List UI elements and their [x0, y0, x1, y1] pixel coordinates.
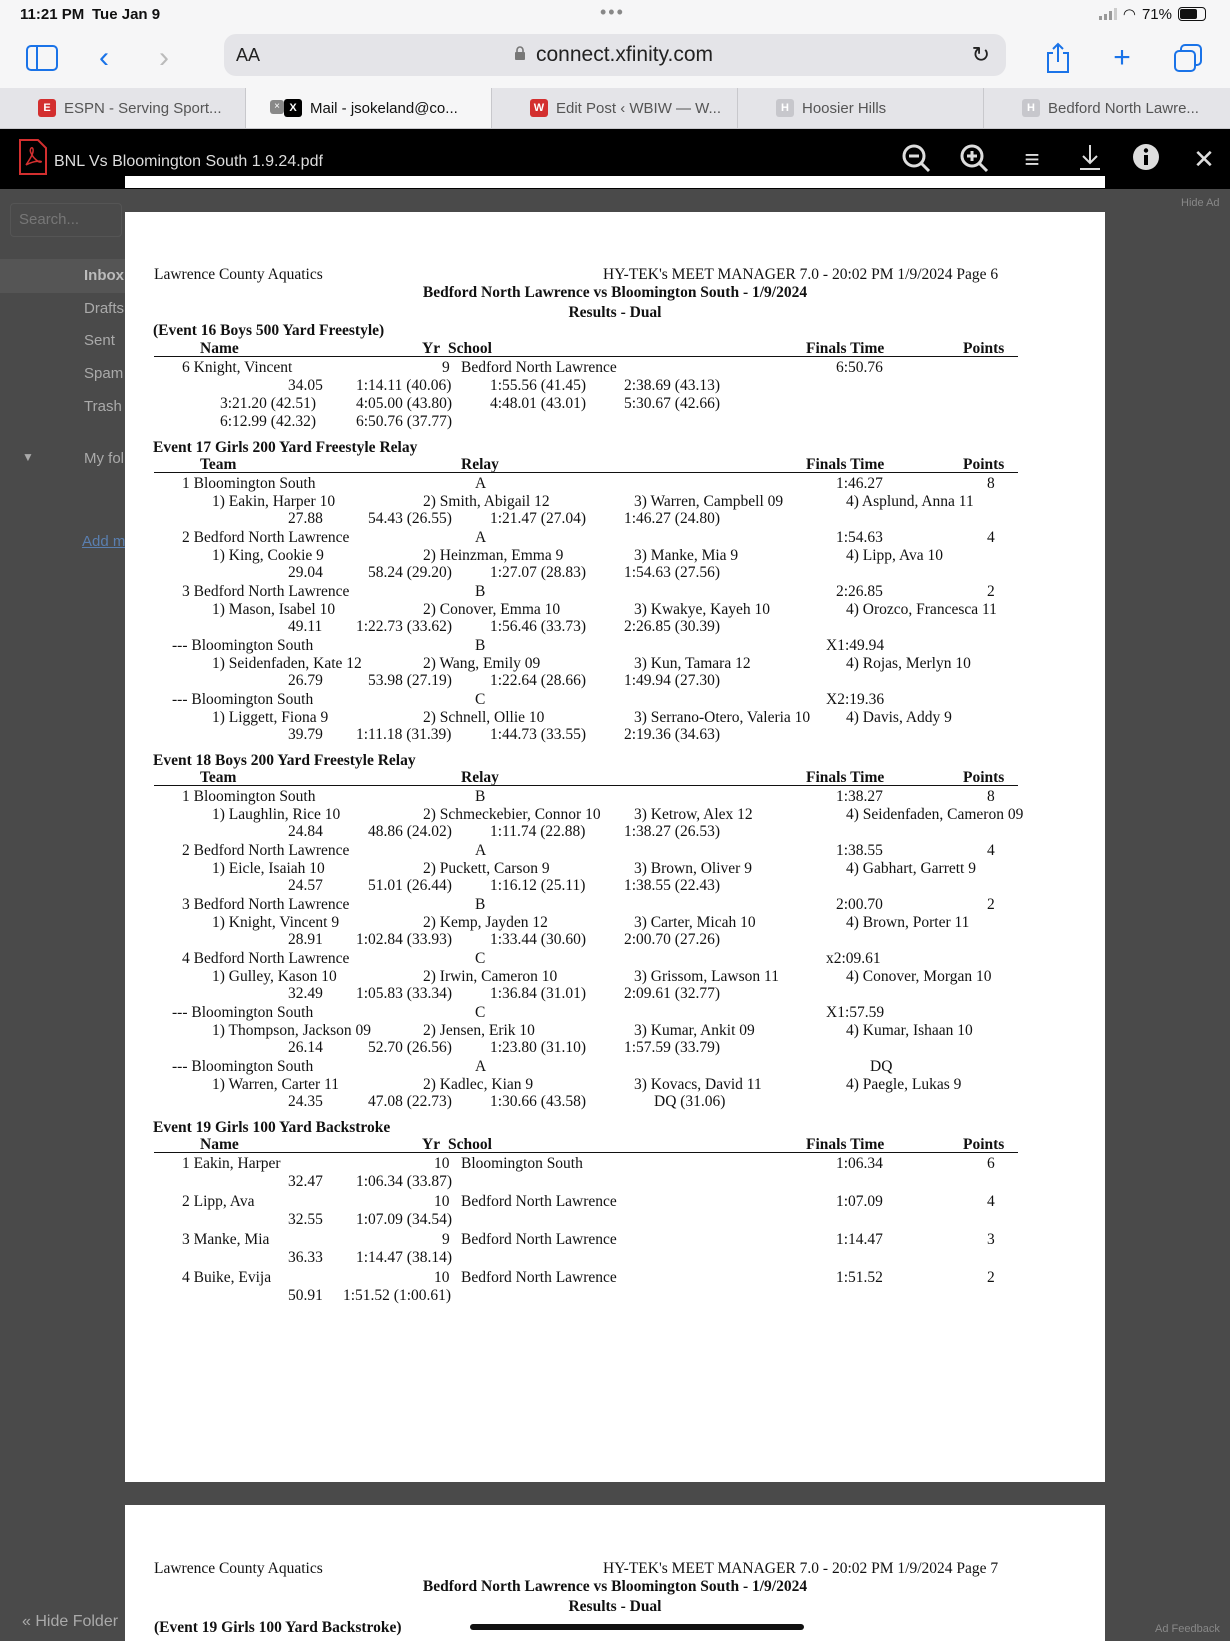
result-cell: 2) Wang, Emily 09 [423, 655, 541, 672]
clock: 11:21 PM [20, 6, 85, 23]
result-cell: 1:30.66 (43.58) [490, 1093, 587, 1110]
result-cell: A [475, 1058, 487, 1075]
result-cell: 39.79 [288, 726, 323, 743]
result-cell: 2) Conover, Emma 10 [423, 601, 561, 618]
result-cell: 1:38.55 (22.43) [624, 877, 721, 894]
result-cell: 1:22.64 (28.66) [490, 672, 587, 689]
tab-strip [0, 88, 1230, 129]
result-cell: Bloomington South [461, 1155, 583, 1172]
multitasking-dots-icon[interactable]: ••• [600, 2, 625, 22]
result-cell: 24.84 [288, 823, 323, 840]
result-cell: 6 Knight, Vincent [182, 359, 293, 376]
result-cell: 4) Gabhart, Garrett 9 [846, 860, 976, 877]
result-cell: 8 [987, 788, 995, 805]
result-cell: 1 Bloomington South [182, 475, 316, 492]
folder-inbox: Inbox [84, 267, 124, 284]
result-cell: 1:55.56 (41.45) [490, 377, 587, 394]
tab-label: Edit Post ‹ WBIW — W... [556, 99, 722, 117]
meet-manager-header: HY-TEK's MEET MANAGER 7.0 - 20:02 PM 1/9/2024 Page 7 [603, 1560, 999, 1577]
pdf-page-6 [125, 212, 1105, 1482]
xfinity-favicon-icon: X [284, 99, 302, 117]
result-cell: 26.14 [288, 1039, 323, 1056]
result-cell: 6 [987, 1155, 995, 1172]
result-cell: 27.88 [288, 510, 323, 527]
result-heading-cell: Finals Time [806, 456, 885, 473]
result-cell: A [475, 529, 487, 546]
result-heading-cell: Points [963, 1136, 1005, 1153]
battery-percent: 71% [1141, 5, 1172, 23]
ad-feedback-link: Ad Feedback [1155, 1623, 1220, 1635]
result-cell: 2:26.85 (30.39) [624, 618, 721, 635]
result-cell: 1:22.73 (33.62) [356, 618, 453, 635]
result-cell: 1:51.52 [836, 1269, 883, 1286]
result-cell: 32.55 [288, 1211, 323, 1228]
folder-spam: Spam [84, 365, 124, 382]
result-cell: 24.57 [288, 877, 323, 894]
result-cell: 1) Liggett, Fiona 9 [212, 709, 329, 726]
result-cell: 34.05 [288, 377, 323, 394]
result-heading-cell: Yr [422, 340, 441, 357]
download-icon[interactable] [1074, 143, 1106, 175]
bnl-favicon-icon: H [1022, 99, 1040, 117]
result-cell: 4) Davis, Addy 9 [846, 709, 952, 726]
result-cell: 3) Warren, Campbell 09 [634, 493, 784, 510]
meet-title: Bedford North Lawrence vs Bloomington South - 1/9/2024 [422, 1578, 808, 1595]
lock-icon [514, 46, 526, 60]
chevron-down-icon: ▼ [22, 450, 34, 464]
hoosier-hills-favicon-icon: H [776, 99, 794, 117]
result-heading-cell: Team [200, 769, 237, 786]
result-heading-cell: Finals Time [806, 340, 885, 357]
result-cell: 4) Conover, Morgan 10 [846, 968, 992, 985]
result-cell: 1:11.18 (31.39) [356, 726, 452, 743]
result-cell: 32.47 [288, 1173, 323, 1190]
result-cell: 3) Serrano-Otero, Valeria 10 [634, 709, 811, 726]
result-cell: 8 [987, 475, 995, 492]
folder-drafts: Drafts [84, 300, 125, 317]
date: Tue Jan 9 [92, 6, 161, 23]
tab-label: ESPN - Serving Sport... [64, 99, 222, 117]
my-folders: My fol [84, 450, 125, 467]
reader-settings-button[interactable]: AA [236, 45, 261, 65]
cellular-signal-icon [1099, 8, 1117, 20]
result-cell: 1) Mason, Isabel 10 [212, 601, 336, 618]
result-cell: 1:38.55 [836, 842, 883, 859]
forward-icon[interactable]: › [159, 41, 169, 74]
result-cell: 4 [987, 842, 995, 859]
tab-hoosier-hills[interactable] [738, 88, 984, 128]
tab-label: Hoosier Hills [802, 99, 887, 117]
result-cell: 5:30.67 (42.66) [624, 395, 721, 412]
result-cell: 1:54.63 (27.56) [624, 564, 721, 581]
result-cell: 2 Bedford North Lawrence [182, 842, 350, 859]
result-cell: X1:49.94 [826, 637, 885, 654]
result-cell: 3) Kovacs, David 11 [634, 1076, 762, 1093]
result-heading-cell: Relay [461, 456, 499, 473]
result-cell: 1 Bloomington South [182, 788, 316, 805]
result-heading-cell: Name [200, 1136, 239, 1153]
result-cell: 2) Kadlec, Kian 9 [423, 1076, 534, 1093]
results-subtitle: Results - Dual [568, 304, 662, 321]
espn-favicon-icon: E [38, 99, 56, 117]
meet-manager-header: HY-TEK's MEET MANAGER 7.0 - 20:02 PM 1/9/2024 Page 6 [603, 266, 999, 283]
result-cell: 1:21.47 (27.04) [490, 510, 587, 527]
results-subtitle: Results - Dual [568, 1598, 662, 1615]
result-cell: 3) Grissom, Lawson 11 [634, 968, 779, 985]
result-cell: 50.91 [288, 1287, 323, 1304]
close-icon[interactable]: ✕ [1193, 144, 1215, 174]
result-cell: 2) Smith, Abigail 12 [423, 493, 550, 510]
result-cell: 3) Ketrow, Alex 12 [634, 806, 753, 823]
result-cell: 4 Bedford North Lawrence [182, 950, 350, 967]
result-cell: 51.01 (26.44) [368, 877, 452, 894]
hide-folder-button: « Hide Folder [22, 1613, 119, 1630]
result-cell: 2:38.69 (43.13) [624, 377, 721, 394]
result-cell: 1:36.84 (31.01) [490, 985, 587, 1002]
result-cell: 4) Kumar, Ishaan 10 [846, 1022, 973, 1039]
result-heading-cell: Team [200, 456, 237, 473]
result-cell: 1:06.34 [836, 1155, 883, 1172]
result-heading-cell: Points [963, 340, 1005, 357]
result-heading-cell: Name [200, 340, 239, 357]
result-cell: 2) Irwin, Cameron 10 [423, 968, 558, 985]
browser-toolbar [0, 30, 1230, 88]
result-cell: 1:38.27 [836, 788, 883, 805]
result-cell: 26.79 [288, 672, 323, 689]
result-cell: Bedford North Lawrence [461, 1193, 617, 1210]
result-cell: 1) King, Cookie 9 [212, 547, 324, 564]
zoom-in-icon[interactable] [958, 143, 990, 175]
result-heading-cell: School [448, 1136, 492, 1153]
home-indicator [470, 1624, 804, 1630]
result-cell: 1) Eicle, Isaiah 10 [212, 860, 325, 877]
meet-title: Bedford North Lawrence vs Bloomington South - 1/9/2024 [422, 284, 808, 301]
result-cell: 1:02.84 (33.93) [356, 931, 453, 948]
result-cell: 2) Heinzman, Emma 9 [423, 547, 564, 564]
tab-overview-icon[interactable] [1168, 38, 1208, 78]
result-cell: 2:09.61 (32.77) [624, 985, 721, 1002]
result-cell: 1:33.44 (30.60) [490, 931, 587, 948]
result-heading-cell: Event 18 Boys 200 Yard Freestyle Relay [153, 752, 416, 769]
result-cell: --- Bloomington South [172, 1004, 314, 1021]
result-cell: C [475, 1004, 486, 1021]
result-cell: 3) Brown, Oliver 9 [634, 860, 752, 877]
result-cell: 28.91 [288, 931, 323, 948]
wifi-icon: ◠ [1122, 6, 1136, 23]
info-icon[interactable] [1130, 143, 1162, 175]
new-tab-icon[interactable]: + [1113, 41, 1131, 74]
tab-label: Bedford North Lawre... [1048, 99, 1199, 117]
result-cell: 3) Kumar, Ankit 09 [634, 1022, 755, 1039]
result-cell: 4 [987, 529, 995, 546]
result-cell: 1:11.74 (22.88) [490, 823, 586, 840]
result-cell: 1:44.73 (33.55) [490, 726, 587, 743]
result-cell: 1) Laughlin, Rice 10 [212, 806, 341, 823]
tab-espn[interactable] [0, 88, 246, 128]
close-tab-icon[interactable]: × [270, 100, 284, 114]
result-cell: 2 Lipp, Ava [182, 1193, 255, 1210]
result-cell: C [475, 691, 486, 708]
result-cell: 6:50.76 [836, 359, 883, 376]
org-header: Lawrence County Aquatics [154, 266, 323, 283]
result-cell: 6:12.99 (42.32) [220, 413, 317, 430]
result-cell: 1) Gulley, Kason 10 [212, 968, 337, 985]
result-cell: DQ [870, 1058, 893, 1075]
pdf-file-icon [18, 139, 48, 175]
result-cell: A [475, 842, 487, 859]
result-cell: 4:05.00 (43.80) [356, 395, 453, 412]
result-cell: 1:07.09 [836, 1193, 883, 1210]
result-cell: B [475, 637, 486, 654]
result-cell: Bedford North Lawrence [461, 1269, 617, 1286]
result-cell: 2 Bedford North Lawrence [182, 529, 350, 546]
result-cell: 3) Manke, Mia 9 [634, 547, 739, 564]
pdf-page-5-bottom [125, 176, 1105, 188]
result-cell: 4) Lipp, Ava 10 [846, 547, 944, 564]
result-cell: 6:50.76 (37.77) [356, 413, 453, 430]
hide-ad-link: Hide Ad [1181, 197, 1220, 209]
share-icon[interactable] [1038, 38, 1078, 78]
result-cell: 1:14.47 [836, 1231, 883, 1248]
result-cell: 32.49 [288, 985, 323, 1002]
result-cell: 4) Orozco, Francesca 11 [846, 601, 997, 618]
sidebar-toggle-icon[interactable] [22, 38, 62, 78]
org-header: Lawrence County Aquatics [154, 1560, 323, 1577]
result-cell: --- Bloomington South [172, 637, 314, 654]
result-heading-cell: Finals Time [806, 769, 885, 786]
result-cell: 1) Warren, Carter 11 [212, 1076, 340, 1093]
result-cell: 24.35 [288, 1093, 323, 1110]
result-cell: 1:57.59 (33.79) [624, 1039, 721, 1056]
result-cell: --- Bloomington South [172, 1058, 314, 1075]
result-cell: 2 [987, 896, 995, 913]
result-cell: 1) Knight, Vincent 9 [212, 914, 340, 931]
result-heading-cell: Event 19 Girls 100 Yard Backstroke [153, 1119, 391, 1136]
result-cell: 1:46.27 (24.80) [624, 510, 721, 527]
result-cell: 48.86 (24.02) [368, 823, 452, 840]
result-cell: 3:21.20 (42.51) [220, 395, 317, 412]
result-cell: 2:19.36 (34.63) [624, 726, 721, 743]
result-cell: 1) Eakin, Harper 10 [212, 493, 336, 510]
reload-icon[interactable]: ↻ [971, 42, 990, 67]
result-cell: 1:14.11 (40.06) [356, 377, 452, 394]
add-folder-link: Add m [82, 533, 126, 550]
result-cell: 3 Manke, Mia [182, 1231, 270, 1248]
result-cell: 1) Seidenfaden, Kate 12 [212, 655, 362, 672]
result-cell: B [475, 583, 486, 600]
tab-label: Mail - jsokeland@co... [310, 99, 458, 117]
result-cell: 1:49.94 (27.30) [624, 672, 721, 689]
result-cell: 2) Puckett, Carson 9 [423, 860, 550, 877]
header-rule [154, 472, 1018, 473]
result-heading-cell: Finals Time [806, 1136, 885, 1153]
result-cell: 1:56.46 (33.73) [490, 618, 587, 635]
result-cell: DQ (31.06) [654, 1093, 726, 1110]
result-heading-cell: School [448, 340, 492, 357]
address-bar[interactable] [224, 34, 1006, 76]
result-cell: x2:09.61 [826, 950, 881, 967]
back-icon[interactable]: ‹ [99, 41, 109, 74]
folder-trash: Trash [84, 398, 122, 415]
result-cell: 4:48.01 (43.01) [490, 395, 587, 412]
url-host[interactable]: connect.xfinity.com [536, 43, 714, 66]
result-cell: 2) Schmeckebier, Connor 10 [423, 806, 601, 823]
result-cell: 36.33 [288, 1249, 323, 1266]
result-cell: 1:27.07 (28.83) [490, 564, 587, 581]
pdf-page-7 [125, 1505, 1105, 1641]
result-heading-cell: Relay [461, 769, 499, 786]
result-cell: 1:23.80 (31.10) [490, 1039, 587, 1056]
menu-icon[interactable]: ≡ [1024, 144, 1040, 174]
zoom-out-icon[interactable] [900, 143, 932, 175]
result-heading-cell: Points [963, 456, 1005, 473]
result-cell: 47.08 (22.73) [368, 1093, 452, 1110]
result-cell: Bedford North Lawrence [461, 1231, 617, 1248]
result-cell: 4 [987, 1193, 995, 1210]
result-cell: 1:16.12 (25.11) [490, 877, 586, 894]
status-bar [0, 0, 1230, 30]
result-cell: 4) Brown, Porter 11 [846, 914, 970, 931]
battery-icon [1178, 7, 1206, 21]
result-cell: A [475, 475, 487, 492]
result-cell: 2:26.85 [836, 583, 883, 600]
result-cell: 58.24 (29.20) [368, 564, 452, 581]
result-cell: 9 [442, 359, 450, 376]
result-cell: --- Bloomington South [172, 691, 314, 708]
pdf-title: BNL Vs Bloomington South 1.9.24.pdf [54, 153, 323, 170]
result-cell: B [475, 788, 486, 805]
result-cell: 52.70 (26.56) [368, 1039, 452, 1056]
folder-sent: Sent [84, 332, 115, 349]
result-cell: 49.11 [288, 618, 323, 635]
result-cell: X1:57.59 [826, 1004, 885, 1021]
result-cell: 9 [442, 1231, 450, 1248]
result-cell: 1:05.83 (33.34) [356, 985, 453, 1002]
result-cell: 1:54.63 [836, 529, 883, 546]
result-cell: X2:19.36 [826, 691, 885, 708]
result-cell: 2:00.70 (27.26) [624, 931, 721, 948]
header-rule [154, 785, 1018, 786]
result-cell: 2:00.70 [836, 896, 883, 913]
result-cell: 2) Schnell, Ollie 10 [423, 709, 545, 726]
result-cell: 4) Paegle, Lukas 9 [846, 1076, 962, 1093]
tab-bedford-north-lawrence[interactable] [984, 88, 1230, 128]
result-cell: 1:07.09 (34.54) [356, 1211, 453, 1228]
result-cell: 53.98 (27.19) [368, 672, 452, 689]
result-cell: 54.43 (26.55) [368, 510, 452, 527]
result-cell: 1:46.27 [836, 475, 883, 492]
result-cell: 4) Seidenfaden, Cameron 09 [846, 806, 1024, 823]
header-rule [154, 356, 1018, 357]
tab-wbiw[interactable] [492, 88, 738, 128]
result-cell: 2) Jensen, Erik 10 [423, 1022, 535, 1039]
result-cell: 4 Buike, Evija [182, 1269, 272, 1286]
result-cell: 29.04 [288, 564, 323, 581]
result-cell: 3) Kwakye, Kayeh 10 [634, 601, 771, 618]
result-cell: B [475, 896, 486, 913]
result-cell: 2 [987, 1269, 995, 1286]
result-cell: 3 [987, 1231, 995, 1248]
result-cell: 3 Bedford North Lawrence [182, 896, 350, 913]
result-cell: 1 Eakin, Harper [182, 1155, 281, 1172]
result-cell: 10 [434, 1269, 450, 1286]
result-cell: 10 [434, 1155, 450, 1172]
result-cell: 3) Kun, Tamara 12 [634, 655, 751, 672]
result-cell: 1:06.34 (33.87) [356, 1173, 453, 1190]
result-heading-cell: Points [963, 769, 1005, 786]
result-cell: Bedford North Lawrence [461, 359, 617, 376]
result-cell: 1) Thompson, Jackson 09 [212, 1022, 372, 1039]
header-rule [154, 1152, 1018, 1153]
event-heading: (Event 19 Girls 100 Yard Backstroke) [154, 1619, 402, 1636]
result-cell: 1:51.52 (1:00.61) [343, 1287, 452, 1304]
result-cell: 3 Bedford North Lawrence [182, 583, 350, 600]
tab-mail[interactable] [246, 88, 492, 128]
result-cell: 1:14.47 (38.14) [356, 1249, 453, 1266]
result-cell: 3) Carter, Micah 10 [634, 914, 756, 931]
result-heading-cell: Yr [422, 1136, 441, 1153]
result-heading-cell: Event 17 Girls 200 Yard Freestyle Relay [153, 439, 418, 456]
result-cell: 10 [434, 1193, 450, 1210]
result-heading-cell: (Event 16 Boys 500 Yard Freestyle) [153, 322, 385, 339]
result-cell: C [475, 950, 486, 967]
result-cell: 2) Kemp, Jayden 12 [423, 914, 548, 931]
result-cell: 2 [987, 583, 995, 600]
result-cell: 4) Asplund, Anna 11 [846, 493, 974, 510]
wbiw-favicon-icon: W [530, 99, 548, 117]
result-cell: 4) Rojas, Merlyn 10 [846, 655, 971, 672]
result-cell: 1:38.27 (26.53) [624, 823, 721, 840]
search-input: Search... [10, 203, 122, 237]
